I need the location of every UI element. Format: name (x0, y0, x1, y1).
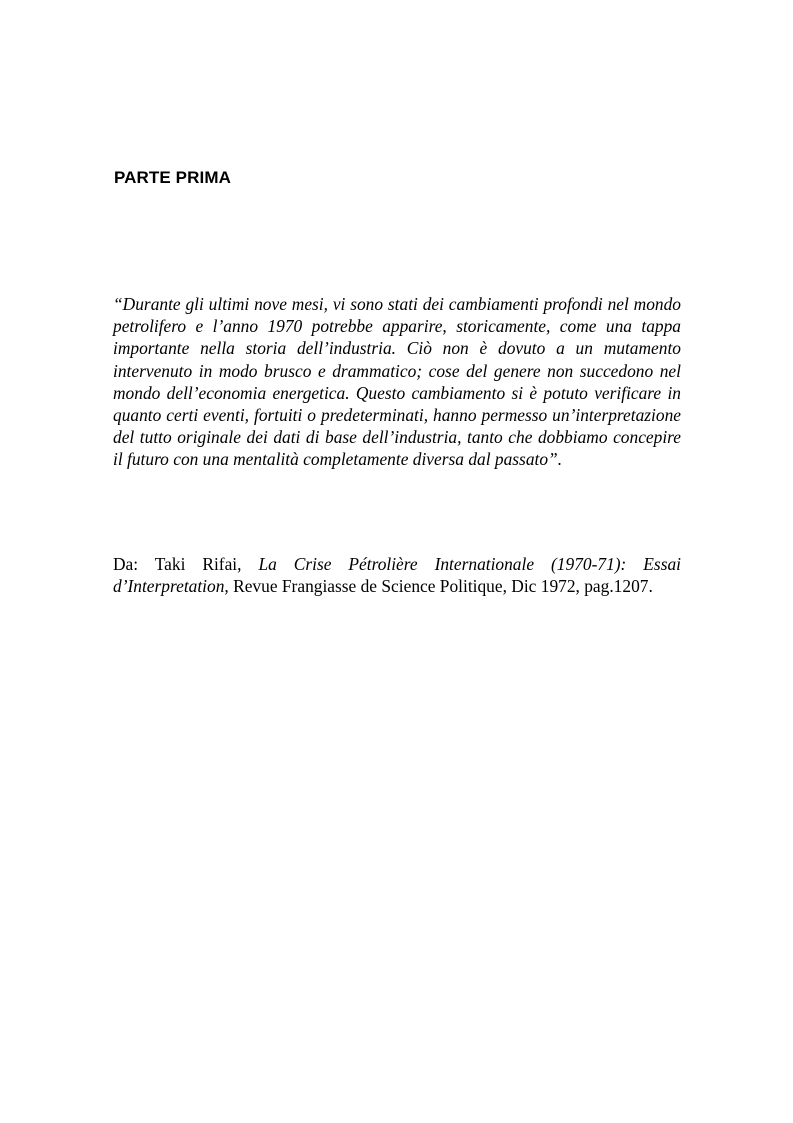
citation-prefix: Da: Taki Rifai, (113, 554, 259, 574)
section-title: PARTE PRIMA (114, 168, 231, 187)
citation-work-title: La Crise Pétrolière Internationale (1970-71): Essai d’Interpretation, (113, 554, 681, 597)
citation-publication: Revue Frangiasse de Science Politique, Dic 1972, pag.1207. (228, 576, 653, 597)
citation (113, 553, 681, 597)
epigraph-quote: “Durante gli ultimi nove mesi, vi sono stati dei cambiamenti profondi nel mondo petrolifero e l’anno 1970 potrebbe apparire, storicamente, come una tappa importante nella storia dell’industria. Ciò non è dovuto a un mutamento intervenuto in modo brusco e drammatico; cose del genere non succedono nel mondo dell’economia energetica. Questo cambiamento si è potuto verificare in quanto certi eventi, fortuiti o predeterminati, hanno permesso un’interpretazione del tutto originale dei dati di base dell’industria, tanto che dobbiamo concepire il futuro con una mentalità completamente diversa dal passato”. (113, 294, 681, 470)
